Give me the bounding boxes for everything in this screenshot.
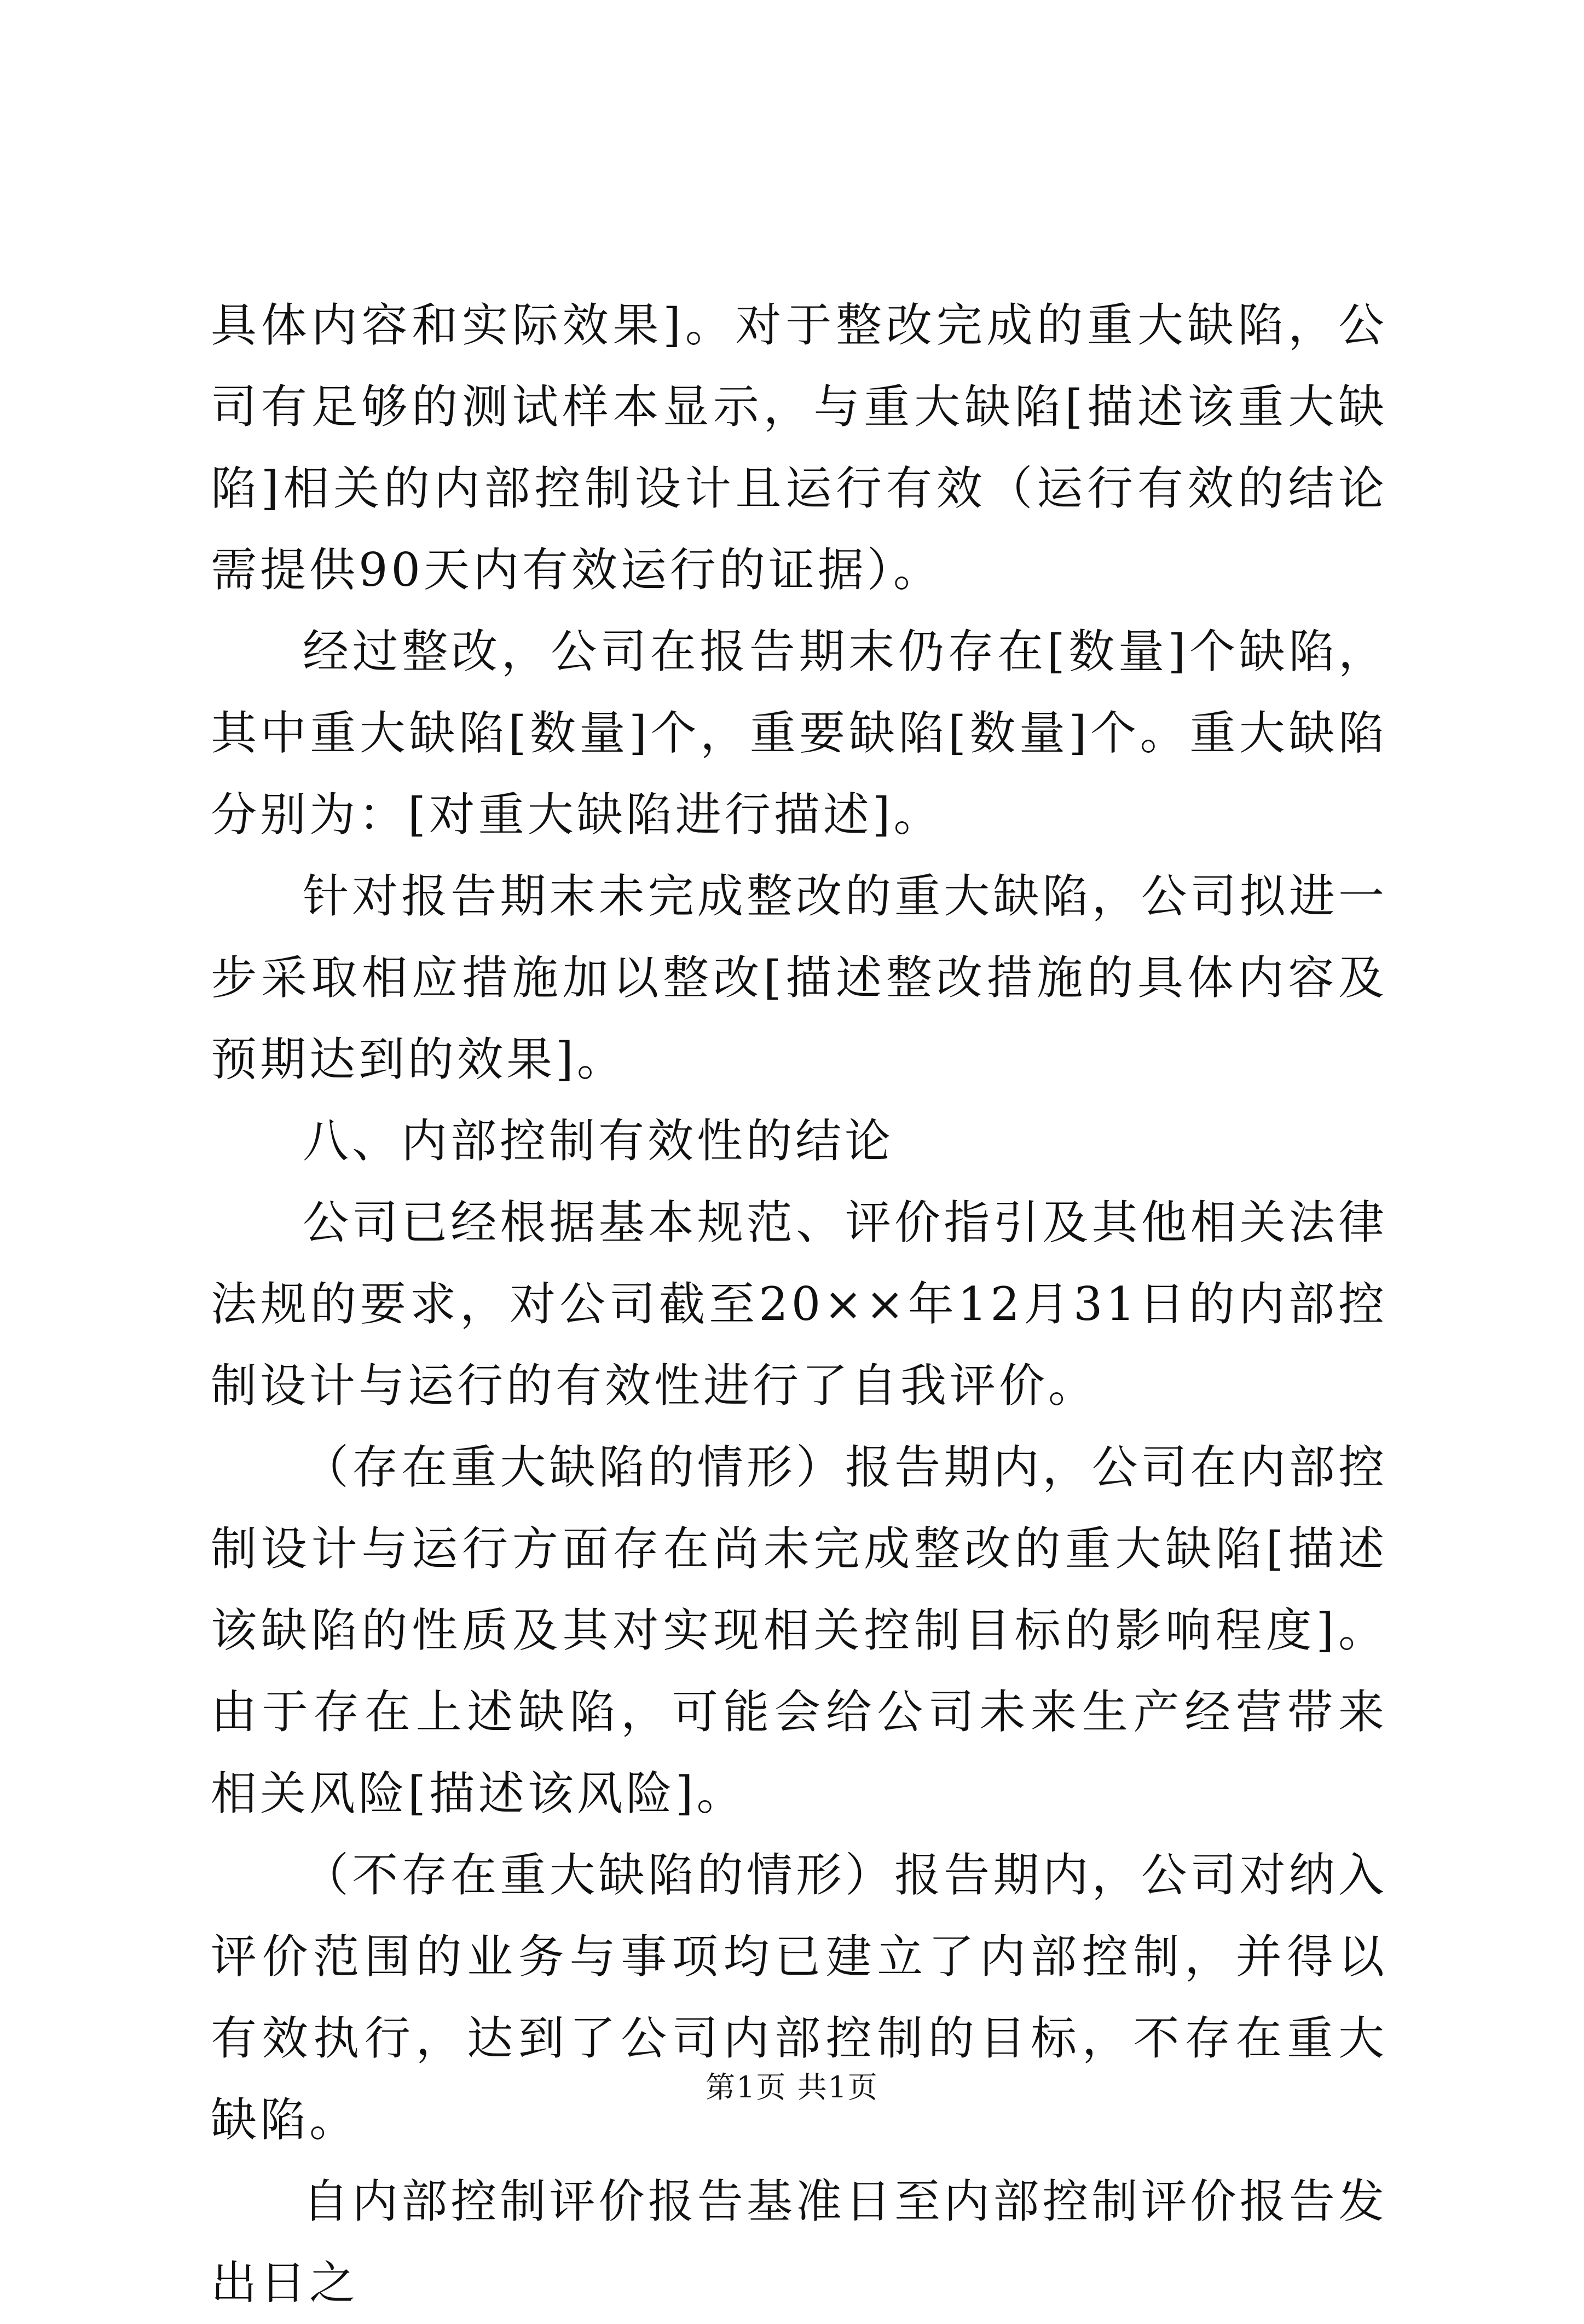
section-heading-conclusion: 八、内部控制有效性的结论 bbox=[303, 1114, 894, 1168]
paragraph-with-major-defects: （存在重大缺陷的情形）报告期内，公司在内部控制设计与运行方面存在尚未完成整改的重大缺陷[描述该缺陷的性质及其对实现相关控制目标的影响程度]。由于存在上述缺陷，可能会给公司未来生产经营带来相关风险[描述该风险]。 bbox=[211, 1440, 1388, 1820]
paragraph-without-major-defects: （不存在重大缺陷的情形）报告期内，公司对纳入评价范围的业务与事项均已建立了内部控制，并得以有效执行，达到了公司内部控制的目标，不存在重大缺陷。 bbox=[211, 1848, 1388, 2147]
document-body bbox=[211, 285, 1388, 2324]
paragraph-remaining-defects: 经过整改，公司在报告期末仍存在[数量]个缺陷，其中重大缺陷[数量]个，重要缺陷[数量]个。重大缺陷分别为：[对重大缺陷进行描述]。 bbox=[211, 625, 1388, 841]
paragraph-remediation-plan: 针对报告期末未完成整改的重大缺陷，公司拟进一步采取相应措施加以整改[描述整改措施的具体内容及预期达到的效果]。 bbox=[211, 869, 1388, 1086]
paragraph-self-evaluation: 公司已经根据基本规范、评价指引及其他相关法律法规的要求，对公司截至20××年12月31日的内部控制设计与运行的有效性进行了自我评价。 bbox=[211, 1196, 1388, 1412]
page-number-footer: 第1页 共1页 bbox=[706, 2070, 878, 2104]
paragraph-report-date: 自内部控制评价报告基准日至内部控制评价报告发出日之 bbox=[211, 2175, 1388, 2310]
paragraph-continuation: 具体内容和实际效果]。对于整改完成的重大缺陷，公司有足够的测试样本显示，与重大缺陷[描述该重大缺陷]相关的内部控制设计且运行有效（运行有效的结论需提供90天内有效运行的证据）。 bbox=[211, 298, 1388, 597]
